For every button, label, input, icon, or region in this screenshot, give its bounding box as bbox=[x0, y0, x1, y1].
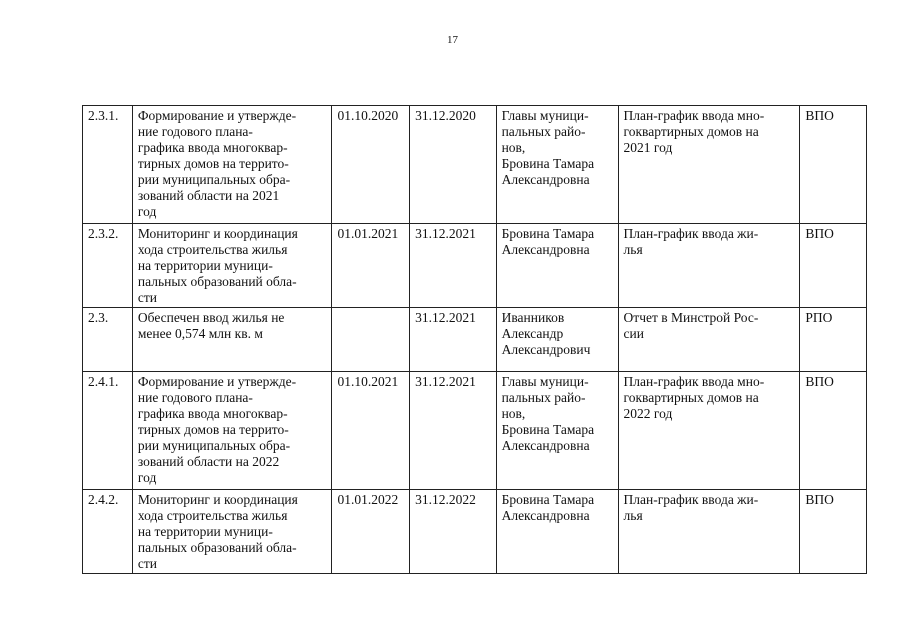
cell-document: Отчет в Минстрой Рос- сии bbox=[618, 308, 800, 372]
cell-num: 2.3.1. bbox=[83, 106, 133, 224]
cell-num: 2.3. bbox=[83, 308, 133, 372]
table-row bbox=[83, 490, 867, 574]
cell-end-date: 31.12.2020 bbox=[410, 106, 496, 224]
cell-kind: ВПО bbox=[800, 224, 867, 308]
cell-start-date: 01.01.2022 bbox=[332, 490, 410, 574]
cell-end-date: 31.12.2022 bbox=[410, 490, 496, 574]
cell-document: План-график ввода мно- гоквартирных домов на 2021 год bbox=[618, 106, 800, 224]
cell-name: Обеспечен ввод жилья не менее 0,574 млн кв. м bbox=[132, 308, 332, 372]
cell-num: 2.4.2. bbox=[83, 490, 133, 574]
plan-table-body bbox=[83, 106, 867, 574]
cell-responsible: Бровина Тамара Александровна bbox=[496, 224, 618, 308]
cell-end-date: 31.12.2021 bbox=[410, 224, 496, 308]
cell-num: 2.3.2. bbox=[83, 224, 133, 308]
cell-name: Формирование и утвержде- ние годового плана- графика ввода многоквар- тирных домов на террито- рии муниципальных обра- зований области на 2022 год bbox=[132, 372, 332, 490]
cell-kind: ВПО bbox=[800, 490, 867, 574]
cell-responsible: Бровина Тамара Александровна bbox=[496, 490, 618, 574]
cell-responsible: Главы муници- пальных райо- нов, Бровина Тамара Александровна bbox=[496, 106, 618, 224]
cell-kind: ВПО bbox=[800, 372, 867, 490]
cell-kind: РПО bbox=[800, 308, 867, 372]
table-row bbox=[83, 372, 867, 490]
cell-end-date: 31.12.2021 bbox=[410, 372, 496, 490]
cell-end-date: 31.12.2021 bbox=[410, 308, 496, 372]
cell-document: План-график ввода мно- гоквартирных домов на 2022 год bbox=[618, 372, 800, 490]
cell-kind: ВПО bbox=[800, 106, 867, 224]
table-row bbox=[83, 224, 867, 308]
cell-name: Мониторинг и координация хода строительства жилья на территории муници- пальных образований обла- сти bbox=[132, 490, 332, 574]
cell-start-date bbox=[332, 308, 410, 372]
cell-responsible: Иванников Александр Александрович bbox=[496, 308, 618, 372]
cell-name: Формирование и утвержде- ние годового плана- графика ввода многоквар- тирных домов на террито- рии муниципальных обра- зований области на 2021 год bbox=[132, 106, 332, 224]
cell-start-date: 01.01.2021 bbox=[332, 224, 410, 308]
table-row bbox=[83, 308, 867, 372]
cell-document: План-график ввода жи- лья bbox=[618, 224, 800, 308]
cell-start-date: 01.10.2021 bbox=[332, 372, 410, 490]
cell-responsible: Главы муници- пальных райо- нов, Бровина Тамара Александровна bbox=[496, 372, 618, 490]
cell-num: 2.4.1. bbox=[83, 372, 133, 490]
cell-document: План-график ввода жи- лья bbox=[618, 490, 800, 574]
cell-name: Мониторинг и координация хода строительства жилья на территории муници- пальных образований обла- сти bbox=[132, 224, 332, 308]
table-row bbox=[83, 106, 867, 224]
plan-table bbox=[82, 105, 867, 574]
cell-start-date: 01.10.2020 bbox=[332, 106, 410, 224]
page-number: 17 bbox=[447, 34, 458, 46]
